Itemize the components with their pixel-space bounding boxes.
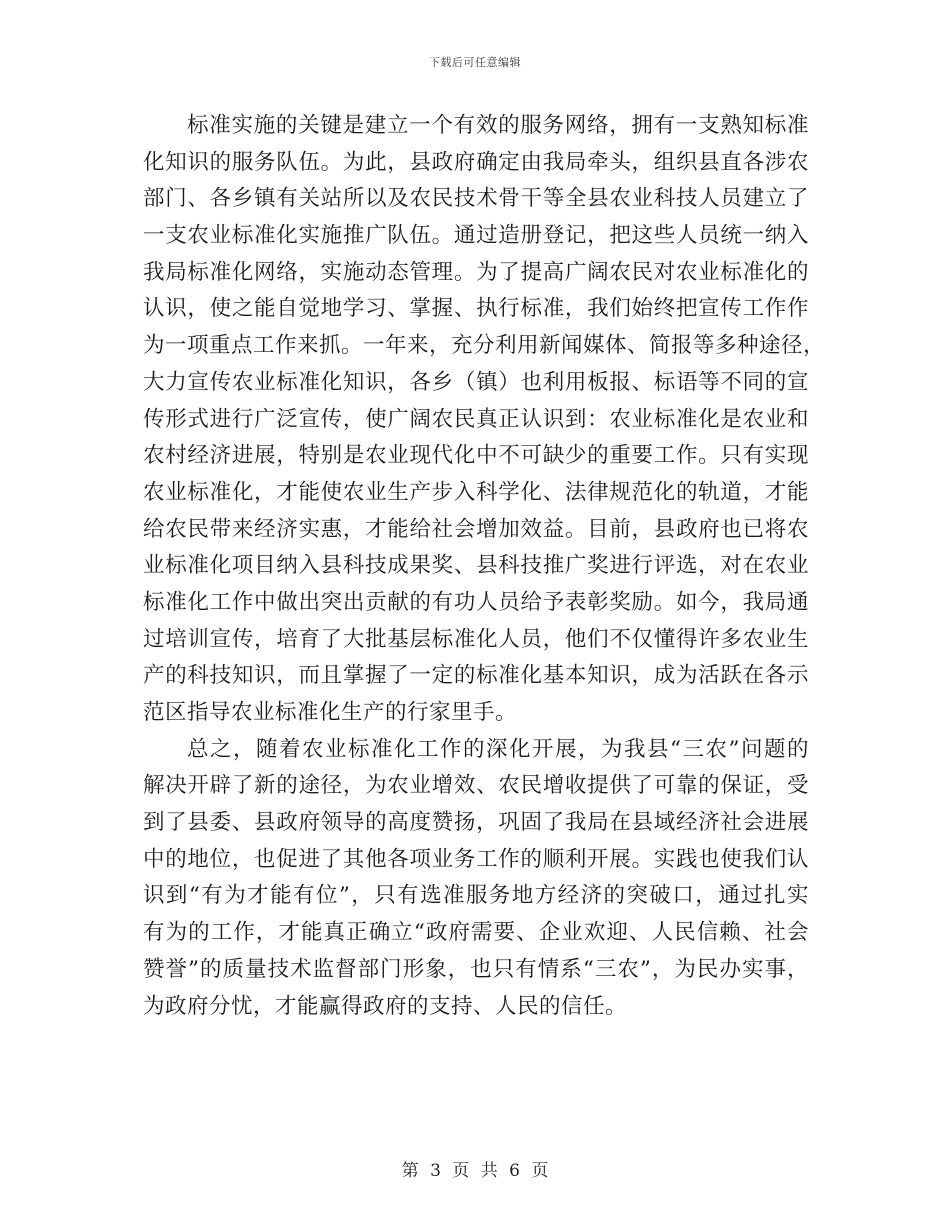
paragraph-1-line: 为一项重点工作来抓。一年来，充分利用新闻媒体、简报等多种途径， xyxy=(143,333,826,359)
page-number: 第 3 页 共 6 页 xyxy=(401,1161,549,1181)
paragraph-1-line: 范区指导农业标准化生产的行家里手。 xyxy=(143,700,518,725)
paragraph-1-line: 给农民带来经济实惠，才能给社会增加效益。目前，县政府也已将农 xyxy=(143,516,809,542)
paragraph-2-line: 识到“有为才能有位”，只有选准服务地方经济的突破口，通过扎实 xyxy=(143,883,809,909)
paragraph-2-line: 总之，随着农业标准化工作的深化开展，为我县“三农”问题的 xyxy=(187,736,809,762)
paragraph-2-line: 中的地位，也促进了其他各项业务工作的顺利开展。实践也使我们认 xyxy=(143,846,809,872)
paragraph-1-line: 标准实施的关键是建立一个有效的服务网络，拥有一支熟知标准 xyxy=(187,113,809,138)
paragraph-1-line: 认识，使之能自觉地学习、掌握、执行标准，我们始终把宣传工作作 xyxy=(143,296,809,322)
paragraph-1-line: 产的科技知识，而且掌握了一定的标准化基本知识，成为活跃在各示 xyxy=(143,663,809,689)
paragraph-1-line: 标准化工作中做出突出贡献的有功人员给予表彰奖励。如今，我局通 xyxy=(143,589,809,615)
paragraph-1-line: 农村经济进展，特别是农业现代化中不可缺少的重要工作。只有实现 xyxy=(143,443,809,469)
paragraph-1-line: 我局标准化网络，实施动态管理。为了提高广阔农民对农业标准化的 xyxy=(143,259,809,285)
paragraph-1-line: 大力宣传农业标准化知识，各乡（镇）也利用板报、标语等不同的宣 xyxy=(143,369,809,395)
paragraph-2-line: 到了县委、县政府领导的高度赞扬，巩固了我局在县域经济社会进展 xyxy=(143,810,809,836)
paragraph-1-line: 过培训宣传，培育了大批基层标准化人员，他们不仅懂得许多农业生 xyxy=(143,626,809,652)
paragraph-1-line: 传形式进行广泛宣传，使广阔农民真正认识到：农业标准化是农业和 xyxy=(143,406,809,432)
paragraph-2-line: 有为的工作，才能真正确立“政府需要、企业欢迎、人民信赖、社会 xyxy=(143,920,809,946)
paragraph-1-line: 化知识的服务队伍。为此，县政府确定由我局牵头，组织县直各涉农 xyxy=(143,149,809,175)
paragraph-1-line: 部门、各乡镇有关站所以及农民技术骨干等全县农业科技人员建立了 xyxy=(143,186,809,212)
paragraph-2-line: 解决开辟了新的途径，为农业增效、农民增收提供了可靠的保证，受 xyxy=(143,773,809,799)
document-body xyxy=(143,108,826,1025)
paragraph-2-line: 赞誉”的质量技术监督部门形象，也只有情系“三农”，为民办实事， xyxy=(143,956,809,982)
paragraph-1-line: 农业标准化，才能使农业生产步入科学化、法律规范化的轨道，才能 xyxy=(143,479,809,505)
paragraph-1-line: 业标准化项目纳入县科技成果奖、县科技推广奖进行评选，对在农业 xyxy=(143,553,809,579)
page-header-note: 下载后可任意编辑 xyxy=(429,56,521,69)
paragraph-2-line: 为政府分忧，才能赢得政府的支持、人民的信任。 xyxy=(143,993,628,1019)
paragraph-1-line: 一支农业标准化实施推广队伍。通过造册登记，把这些人员统一纳入 xyxy=(143,223,809,249)
